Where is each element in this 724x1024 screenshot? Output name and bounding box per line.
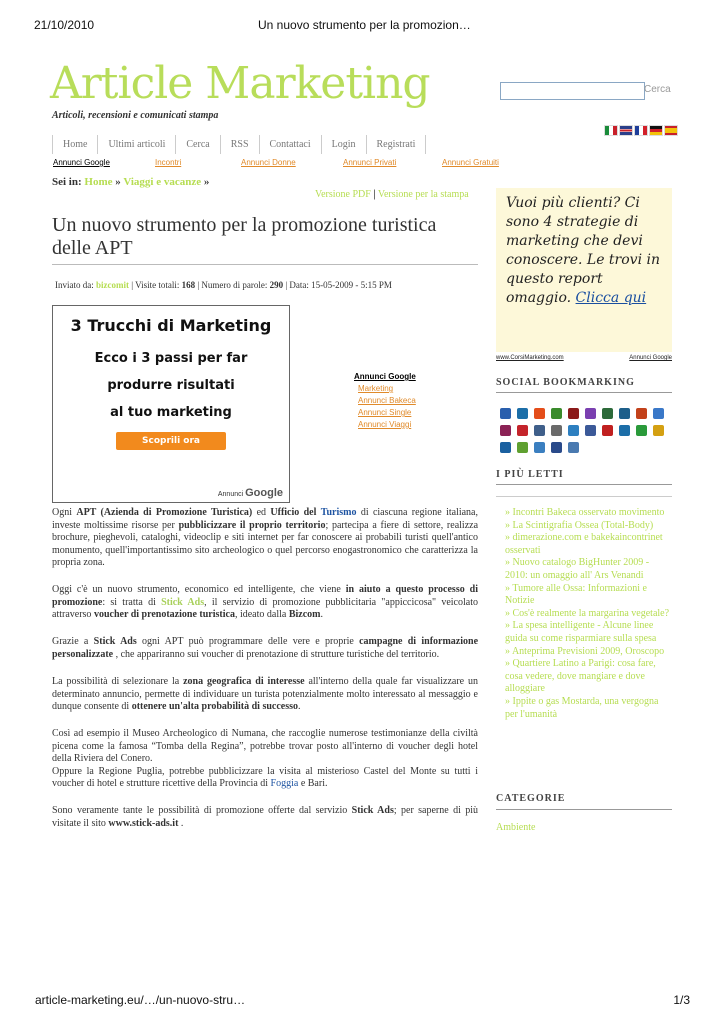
text: Ogni [52, 507, 77, 518]
author-link[interactable]: bizcomit [96, 280, 129, 290]
promo-cta[interactable]: Clicca qui [575, 290, 647, 306]
inline-ad-link[interactable]: Annunci Single [358, 408, 412, 417]
inline-ad-link[interactable]: Annunci Bakeca [358, 396, 416, 405]
promo-banner[interactable] [496, 188, 672, 352]
flag-spain-icon[interactable] [664, 125, 678, 136]
site-tagline: Articoli, recensioni e comunicati stampa [52, 110, 219, 121]
text: Sono veramente tante le possibilità di promozione offerte dal servizio [52, 805, 352, 816]
furl-icon[interactable] [636, 408, 647, 419]
publish-date: 15-05-2009 - 5:15 PM [311, 280, 392, 290]
inline-ad-link[interactable]: Marketing [358, 384, 394, 393]
breadcrumb [52, 176, 209, 188]
banner-headline: 3 Trucchi di Marketing [70, 316, 272, 335]
ad-link-gratuiti[interactable]: Annunci Gratuiti [442, 158, 499, 167]
paragraph [52, 676, 478, 714]
search-button[interactable]: Cerca [644, 84, 671, 95]
banner-line: Ecco i 3 passi per far [94, 351, 248, 366]
section-divider [496, 496, 672, 497]
categories-heading: CATEGORIE [496, 793, 566, 804]
keyword-link[interactable]: Turismo [320, 507, 357, 518]
meta-label: | Data: [285, 280, 309, 290]
breadcrumb-separator: » [115, 176, 121, 188]
facebook-icon[interactable] [602, 425, 613, 436]
text: di ciascuna regione italiana, investe moltissime risorse per [52, 507, 478, 531]
technorati-icon[interactable] [551, 408, 562, 419]
banner-line: produrre risultati [107, 378, 235, 393]
inline-ads [354, 372, 416, 429]
spurl-icon[interactable] [551, 425, 562, 436]
text: all'interno della quale far visualizzare un determinato annuncio, permette di individuare un turista potenzialmente molto interessato al messaggio e dunque consente di [52, 676, 478, 712]
nav-search[interactable]: Cerca [176, 135, 220, 154]
magnolia-icon[interactable] [500, 425, 511, 436]
text: Oppure la Regione Puglia, potrebbe pubblicizzare la visita al misterioso Castel del Monte su tutti i voucher di hotel e strutture ricettive della Provincia di [52, 765, 478, 789]
stumbleupon-icon[interactable] [534, 408, 545, 419]
keyword-link[interactable]: Foggia [270, 778, 299, 789]
section-divider [496, 809, 672, 810]
main-nav [52, 135, 426, 154]
section-divider [496, 392, 672, 393]
nav-latest[interactable]: Ultimi articoli [98, 135, 176, 154]
newsvine-icon[interactable] [619, 408, 630, 419]
ad-banner[interactable] [52, 305, 290, 503]
text: , il servizio di promozione pubblicitaria "appiccicosa" veicolato attraverso [52, 596, 478, 620]
text: ; per saperne di più visitate il sito [52, 805, 479, 829]
nav-contact[interactable]: Contattaci [260, 135, 322, 154]
banner-cta-button[interactable]: Scoprili ora [116, 432, 226, 450]
social-heading: SOCIAL BOOKMARKING [496, 377, 635, 388]
fai-info-icon[interactable] [517, 442, 528, 453]
most-read-item[interactable]: » Cos'è realmente la margarina vegetale? [505, 607, 670, 619]
inline-ads-header[interactable]: Annunci Google [354, 372, 416, 381]
text: Stick Ads [93, 636, 137, 647]
paragraph [52, 805, 478, 830]
language-flags [604, 125, 678, 136]
paragraph [52, 584, 478, 622]
print-title: Un nuovo strumento per la promozion… [258, 18, 471, 32]
social-icons [500, 408, 670, 453]
stick-ads-link[interactable]: Stick Ads [161, 596, 205, 608]
paragraph [52, 728, 478, 791]
flag-germany-icon[interactable] [649, 125, 663, 136]
most-read-item[interactable]: » La Scintigrafia Ossea (Total-Body) [505, 519, 654, 531]
most-read-item[interactable]: » Quartiere Latino a Parigi: cosa fare, cosa vedere, dove mangiare e dove alloggiare [505, 658, 656, 695]
banner-line: al tuo marketing [110, 405, 232, 420]
most-read-item[interactable]: » La spesa intelligente - Alcune linee guida su come risparmiare sulla spesa [505, 620, 657, 644]
flag-france-icon[interactable] [634, 125, 648, 136]
print-date: 21/10/2010 [34, 18, 95, 32]
promo-url[interactable]: www.CorsiMarketing.com [496, 355, 564, 361]
text: Ufficio del [270, 507, 317, 518]
google-logo: Google [245, 487, 283, 499]
breadcrumb-home[interactable]: Home [84, 176, 113, 188]
delicious-icon[interactable] [500, 408, 511, 419]
promo-ads-label[interactable]: Annunci Google [629, 355, 672, 361]
print-url: article-marketing.eu/…/un-nuovo-stru… [35, 993, 246, 1007]
nav-login[interactable]: Login [322, 135, 367, 154]
nav-home[interactable]: Home [52, 135, 98, 154]
ad-link-google[interactable]: Annunci Google [53, 158, 110, 167]
most-read-item[interactable]: » Nuovo catalogo BigHunter 2009 - 2010: un omaggio all' Ars Venandi [505, 557, 650, 581]
segnalo-icon[interactable] [619, 425, 630, 436]
text: Grazie a [52, 636, 94, 647]
promo-text: Vuoi più clienti? Ci sono 4 strategie di marketing che devi conoscere. Le trovi in questo report omaggio. [506, 195, 661, 306]
text: , che appariranno sui voucher di prenotazione di strutture turistiche del territorio. [113, 648, 440, 660]
slashdot-icon[interactable] [602, 408, 613, 419]
search-input[interactable] [500, 82, 645, 100]
breadcrumb-separator: » [203, 176, 210, 188]
flag-italy-icon[interactable] [604, 125, 618, 136]
version-links [315, 189, 469, 200]
text: e Bari. [298, 778, 328, 789]
article-meta [55, 280, 392, 290]
most-read-item[interactable]: » Tumore alle Ossa: Informazioni e Notizie [505, 582, 647, 607]
version-separator: | [373, 189, 376, 200]
ok-notizie-icon[interactable] [636, 425, 647, 436]
flag-uk-icon[interactable] [619, 125, 633, 136]
inline-ad-link[interactable]: Annunci Viaggi [358, 420, 412, 429]
text: zona geografica di interesse [183, 676, 305, 687]
page-number: 1/3 [673, 993, 690, 1007]
text: Oggi c'è un nuovo strumento, economico ed intelligente, che viene [52, 584, 346, 595]
nav-register[interactable]: Registrati [367, 135, 427, 154]
text: APT (Azienda di Promozione Turistica) [76, 507, 253, 518]
breadcrumb-label: Sei in: [52, 176, 82, 188]
text: : si tratta di [102, 596, 162, 608]
brand-prefix: Annunci [217, 491, 244, 498]
text: . [178, 817, 184, 829]
nuovo-icon[interactable] [568, 442, 579, 453]
reddit-icon[interactable] [568, 408, 579, 419]
myspace-icon[interactable] [585, 425, 596, 436]
text: . [298, 701, 301, 712]
title-divider [52, 264, 478, 265]
promo-footer [496, 355, 672, 361]
ad-link-incontri[interactable]: Incontri [155, 158, 182, 167]
text: in aiuto a questo processo di promozione [52, 584, 478, 608]
text: ottenere un'alta probabilità di successo [131, 701, 299, 712]
text: campagne di informazione personalizzate [52, 636, 479, 660]
oknotizie-icon[interactable] [551, 442, 562, 453]
most-read-item[interactable]: » dimerazione.com e bakekaincontrinet osservati [505, 532, 663, 556]
article-title: Un nuovo strumento per la promozione turistica delle APT [52, 214, 437, 259]
windows-live-icon[interactable] [653, 408, 664, 419]
most-read-list [505, 507, 671, 721]
word-count: 290 [269, 280, 284, 290]
upnews-icon[interactable] [534, 442, 545, 453]
most-read-item[interactable]: » Ippite o gas Mostarda, una vergogna per l'umanità [505, 695, 659, 720]
wikio-icon[interactable] [500, 442, 511, 453]
blinklist-icon[interactable] [534, 425, 545, 436]
text: voucher di prenotazione turistica [93, 609, 235, 620]
most-read-item[interactable]: » Incontri Bakeca osservato movimento [505, 507, 665, 518]
pdf-version-link[interactable]: Versione PDF [315, 189, 371, 200]
ad-link-donne[interactable]: Annunci Donne [241, 158, 296, 167]
text: La possibilità di selezionare la [52, 676, 184, 687]
visit-count: 168 [181, 280, 196, 290]
text: ; partecipa a fiere di settore, realizza brochure, pieghevoli, cataloghi, videoclip e siti internet per far conoscere ai probabili turisti quell'antico monumento, quell'importantissimo sito archeologico o quel percorso enogastronomico che caratterizza la propria zona. [52, 519, 479, 568]
diggita-icon[interactable] [653, 425, 664, 436]
nav-rss[interactable]: RSS [221, 135, 260, 154]
yahoo-icon[interactable] [585, 408, 596, 419]
meta-label: | Visite totali: [131, 280, 180, 290]
most-read-heading: I PIÙ LETTI [496, 469, 564, 480]
external-site-link[interactable]: www.stick-ads.it [108, 817, 179, 829]
google-ads-brand [218, 487, 283, 499]
text: pubblicizzare il proprio territorio [178, 519, 326, 531]
print-version-link[interactable]: Versione per la stampa [377, 189, 469, 200]
blogmarks-icon[interactable] [568, 425, 579, 436]
text: Così ad esempio il Museo Archeologico di Numana, che raccoglie numerose testimonianze della civiltà picena come la famosa “Tomba della Regina”, potrebbe trovar posto all'interno di voucher degli hotel della Riviera del Conero. [52, 728, 478, 764]
section-divider [496, 484, 672, 485]
ad-link-privati[interactable]: Annunci Privati [343, 158, 397, 167]
meta-label: Inviato da: [55, 280, 94, 290]
text: . [320, 609, 323, 620]
category-link[interactable]: Ambiente [496, 822, 536, 833]
paragraph [52, 636, 478, 661]
meta-label: | Numero di parole: [197, 280, 268, 290]
text: Bizcom [288, 609, 321, 620]
site-title[interactable]: Article Marketing [50, 58, 430, 109]
text: ed [252, 507, 271, 518]
text: , ideato dalla [234, 609, 289, 620]
digg-icon[interactable] [517, 408, 528, 419]
breadcrumb-category[interactable]: Viaggi e vacanze [123, 176, 202, 188]
paragraph [52, 507, 478, 570]
text: Stick Ads [351, 805, 394, 816]
google-icon[interactable] [517, 425, 528, 436]
most-read-item[interactable]: » Anteprima Previsioni 2009, Oroscopo [505, 645, 665, 657]
text: ogni APT può programmare delle vere e proprie [136, 636, 360, 647]
